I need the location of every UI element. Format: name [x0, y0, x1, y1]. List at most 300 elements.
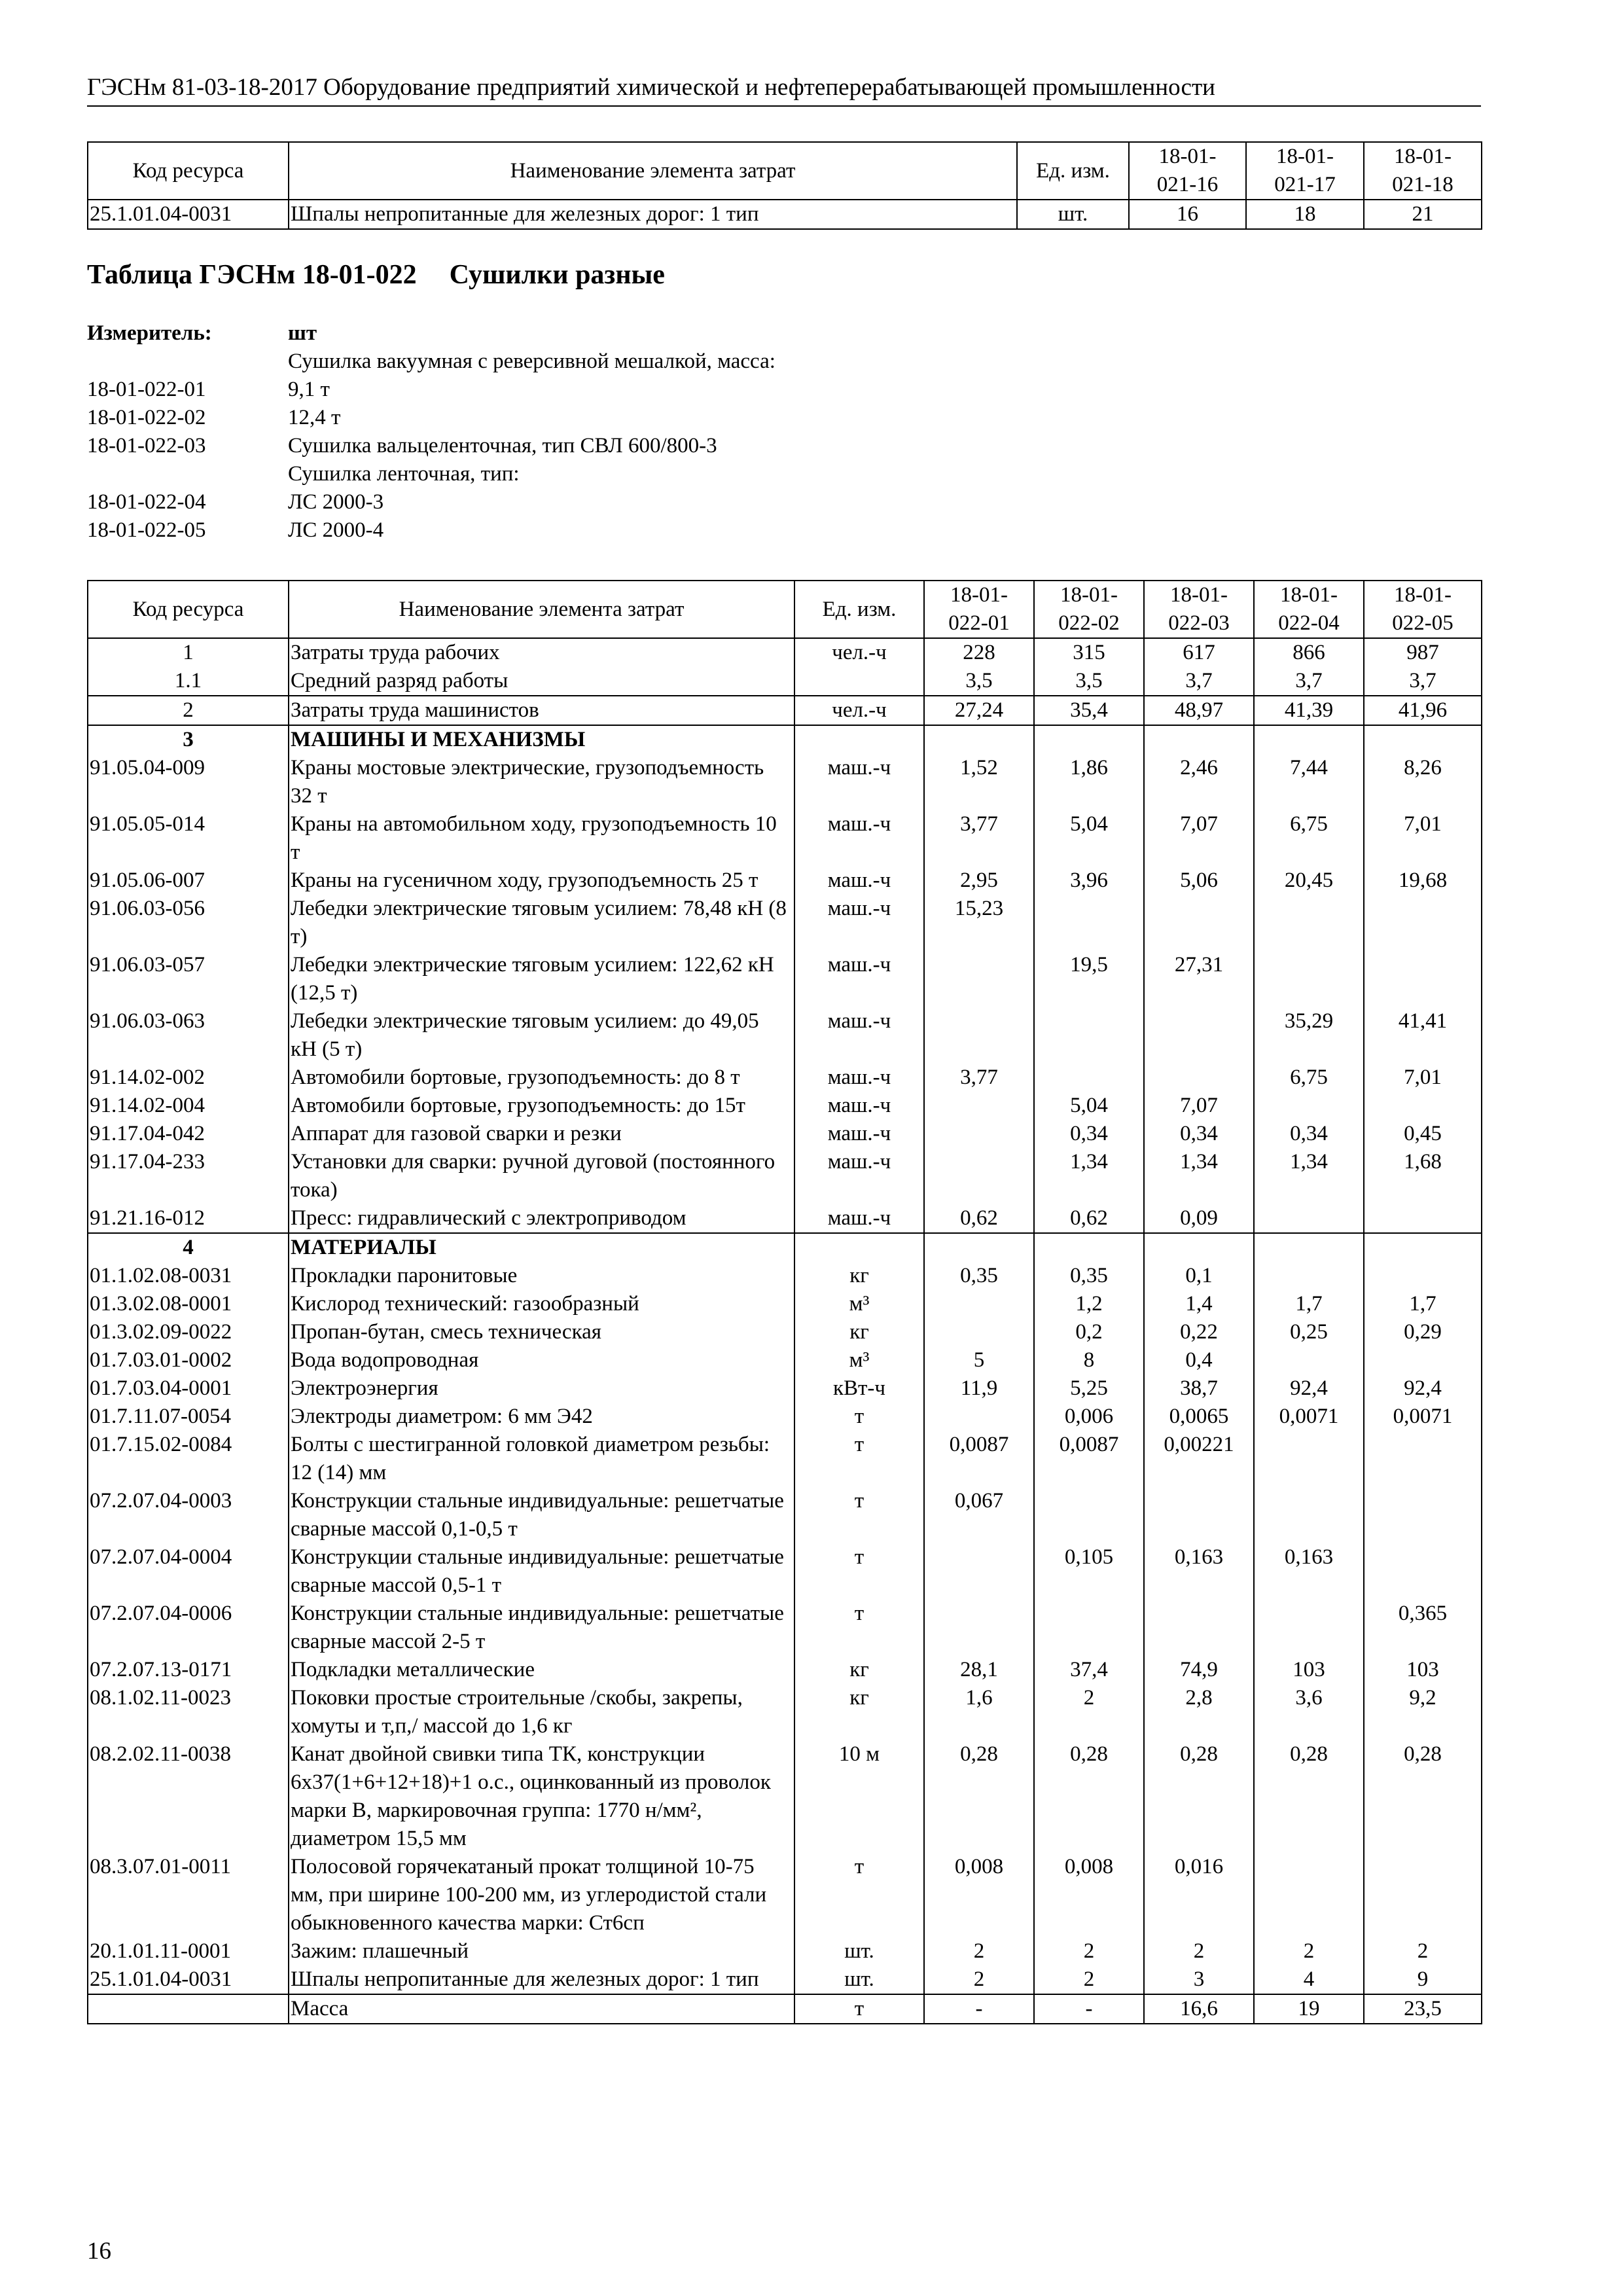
mass-row: [88, 1994, 1482, 2024]
page-number: 16: [87, 2238, 111, 2265]
cell-name: Лебедки электрические тяговым усилием: 122,62 кН (12,5 т): [289, 951, 794, 1007]
cell-value: [924, 1148, 1034, 1204]
cell-value: 0,34: [1034, 1120, 1144, 1148]
cell-value: 0,22: [1144, 1318, 1254, 1346]
cell-name: Краны мостовые электрические, грузоподъемность 32 т: [289, 754, 794, 810]
cell-value: 0,008: [1034, 1853, 1144, 1937]
cell-value: [1254, 1431, 1364, 1487]
cell-code: 07.2.07.04-0004: [88, 1543, 289, 1600]
cell-value: 0,62: [924, 1204, 1034, 1233]
cell-value: 0,09: [1144, 1204, 1254, 1233]
cell-code: 07.2.07.04-0006: [88, 1600, 289, 1656]
cell-unit: т: [794, 1600, 924, 1656]
cell-value: 2: [1144, 1937, 1254, 1965]
cell-unit: [794, 667, 924, 696]
cell-value: [924, 1600, 1034, 1656]
cell-value: 3,7: [1364, 667, 1482, 696]
cell-unit: м³: [794, 1290, 924, 1318]
cell-code: 91.14.02-002: [88, 1064, 289, 1092]
cell-unit: маш.-ч: [794, 754, 924, 810]
cell-value: 2: [1034, 1965, 1144, 1994]
cell-code: 07.2.07.04-0003: [88, 1487, 289, 1543]
cell-unit: 10 м: [794, 1740, 924, 1853]
cell-code: [88, 1994, 289, 2024]
cell-value: 3,7: [1254, 667, 1364, 696]
cell-name: МАШИНЫ И МЕХАНИЗМЫ: [289, 725, 794, 754]
cell-value: [1254, 1233, 1364, 1262]
cell-value: 1,86: [1034, 754, 1144, 810]
cell-value: 0,0087: [924, 1431, 1034, 1487]
cell-code: 25.1.01.04-0031: [88, 1965, 289, 1994]
cell-value: 0,006: [1034, 1403, 1144, 1431]
cell-unit: т: [794, 1487, 924, 1543]
col-norm-header: 18-01- 021-16: [1129, 142, 1246, 200]
col-code-header: Код ресурса: [88, 581, 289, 638]
cell-value: [1254, 1262, 1364, 1290]
meter-block: [87, 319, 776, 545]
cell-value: [924, 951, 1034, 1007]
cell-code: 91.06.03-056: [88, 895, 289, 951]
cell-code: 91.21.16-012: [88, 1204, 289, 1233]
cell-value: 35,4: [1034, 696, 1144, 725]
cell-value: 1,34: [1254, 1148, 1364, 1204]
cell-value: 28,1: [924, 1656, 1034, 1684]
cell-value: 0,28: [1034, 1740, 1144, 1853]
cell-unit: чел.-ч: [794, 696, 924, 725]
cell-unit: шт.: [794, 1965, 924, 1994]
col-norm-header: 18-01- 021-17: [1246, 142, 1364, 200]
table-row: [88, 1374, 1482, 1403]
table-row: [88, 895, 1482, 951]
cell-value: [1364, 1346, 1482, 1374]
cell-name: Шпалы непропитанные для железных дорог: 1 тип: [289, 1965, 794, 1994]
cell-name: Конструкции стальные индивидуальные: решетчатые сварные массой 0,5-1 т: [289, 1543, 794, 1600]
cell-code: 01.7.03.01-0002: [88, 1346, 289, 1374]
cell-unit: т: [794, 1403, 924, 1431]
cell-value: [924, 1120, 1034, 1148]
table-row: [88, 1120, 1482, 1148]
cell-value: 2,95: [924, 867, 1034, 895]
cell-code: 01.3.02.09-0022: [88, 1318, 289, 1346]
meter-line: Сушилка вакуумная с реверсивной мешалкой, масса:: [288, 350, 776, 373]
cell-value: [1254, 951, 1364, 1007]
table-name: Сушилки разные: [449, 260, 665, 290]
cell-value: 7,07: [1144, 810, 1254, 867]
cell-value: 16: [1129, 200, 1246, 229]
cell-value: [1034, 1600, 1144, 1656]
cell-code: 91.05.05-014: [88, 810, 289, 867]
cell-code: 1: [88, 638, 289, 667]
cell-value: 3,77: [924, 810, 1034, 867]
cell-value: 6,75: [1254, 810, 1364, 867]
table-row: [88, 200, 1482, 229]
table-row: [88, 1318, 1482, 1346]
cell-value: 19,5: [1034, 951, 1144, 1007]
cell-value: [1254, 1853, 1364, 1937]
cell-value: 2: [1034, 1937, 1144, 1965]
cell-value: -: [1034, 1994, 1144, 2024]
table-row: [88, 1204, 1482, 1233]
cell-value: [1254, 1092, 1364, 1120]
cell-name: Конструкции стальные индивидуальные: решетчатые сварные массой 2-5 т: [289, 1600, 794, 1656]
meter-line: 18-01-022-03 Сушилка вальцеленточная, тип СВЛ 600/800-3: [87, 434, 717, 457]
cell-name: Краны на автомобильном ходу, грузоподъемность 10 т: [289, 810, 794, 867]
cell-value: [1254, 1204, 1364, 1233]
cell-name: Лебедки электрические тяговым усилием: до 49,05 кН (5 т): [289, 1007, 794, 1064]
col-unit-header: Ед. изм.: [1017, 142, 1129, 200]
cell-unit: кВт-ч: [794, 1374, 924, 1403]
cell-value: [1144, 1600, 1254, 1656]
cell-unit: шт.: [1017, 200, 1129, 229]
cell-value: 0,28: [1254, 1740, 1364, 1853]
table-number: Таблица ГЭСНм 18-01-022: [87, 260, 417, 290]
table-row: [88, 1600, 1482, 1656]
cell-value: -: [924, 1994, 1034, 2024]
cell-unit: [794, 1233, 924, 1262]
cell-name: Средний разряд работы: [289, 667, 794, 696]
cell-value: 7,07: [1144, 1092, 1254, 1120]
table-row: [88, 1543, 1482, 1600]
cell-code: 1.1: [88, 667, 289, 696]
cell-value: 0,00221: [1144, 1431, 1254, 1487]
cell-value: 18: [1246, 200, 1364, 229]
cell-value: [924, 1233, 1034, 1262]
col-name-header: Наименование элемента затрат: [289, 581, 794, 638]
cell-value: [1364, 895, 1482, 951]
meter-unit: шт: [288, 321, 317, 345]
cell-value: 0,016: [1144, 1853, 1254, 1937]
cell-code: 08.2.02.11-0038: [88, 1740, 289, 1853]
cell-code: 4: [88, 1233, 289, 1262]
cell-value: 8: [1034, 1346, 1144, 1374]
cell-unit: маш.-ч: [794, 1092, 924, 1120]
table-header-row: [88, 142, 1482, 200]
cell-unit: маш.-ч: [794, 1007, 924, 1064]
cell-value: 0,29: [1364, 1318, 1482, 1346]
cell-value: 5,25: [1034, 1374, 1144, 1403]
cell-value: 228: [924, 638, 1034, 667]
cell-code: 91.06.03-063: [88, 1007, 289, 1064]
cell-unit: [794, 725, 924, 754]
cell-name: Канат двойной свивки типа ТК, конструкции 6х37(1+6+12+18)+1 о.с., оцинкованный из проволок марки В, маркировочная группа: 1770 н/мм², диаметром 15,5 мм: [289, 1740, 794, 1853]
cell-code: 3: [88, 725, 289, 754]
cell-value: 617: [1144, 638, 1254, 667]
table-row: [88, 696, 1482, 725]
table-row: [88, 1148, 1482, 1204]
cell-value: [1034, 1487, 1144, 1543]
cell-value: 1,34: [1144, 1148, 1254, 1204]
cell-value: [1034, 725, 1144, 754]
cell-value: 38,7: [1144, 1374, 1254, 1403]
cell-value: [1364, 1233, 1482, 1262]
cell-value: 0,1: [1144, 1262, 1254, 1290]
cell-name: Поковки простые строительные /скобы, закрепы, хомуты и т,п,/ массой до 1,6 кг: [289, 1684, 794, 1740]
cell-name: Лебедки электрические тяговым усилием: 78,48 кН (8 т): [289, 895, 794, 951]
cell-value: 9,2: [1364, 1684, 1482, 1740]
cell-code: 01.7.15.02-0084: [88, 1431, 289, 1487]
table-row: [88, 1403, 1482, 1431]
table-row: [88, 867, 1482, 895]
cell-unit: кг: [794, 1656, 924, 1684]
cell-value: [1364, 1262, 1482, 1290]
cell-value: 7,44: [1254, 754, 1364, 810]
meter-line: 18-01-022-02 12,4 т: [87, 406, 341, 429]
cell-value: [1144, 1233, 1254, 1262]
table-row: [88, 1965, 1482, 1994]
cell-code: 08.1.02.11-0023: [88, 1684, 289, 1740]
cell-value: 2,8: [1144, 1684, 1254, 1740]
cell-value: [1144, 1487, 1254, 1543]
cell-name: Конструкции стальные индивидуальные: решетчатые сварные массой 0,1-0,5 т: [289, 1487, 794, 1543]
cell-value: 1,7: [1364, 1290, 1482, 1318]
cell-value: [1144, 1007, 1254, 1064]
col-norm-header: 18-01- 022-02: [1034, 581, 1144, 638]
cell-value: [1364, 725, 1482, 754]
cell-name: Кислород технический: газообразный: [289, 1290, 794, 1318]
cell-value: 15,23: [924, 895, 1034, 951]
cell-value: 37,4: [1034, 1656, 1144, 1684]
cell-code: 91.05.06-007: [88, 867, 289, 895]
cell-name: Зажим: плашечный: [289, 1937, 794, 1965]
col-name-header: Наименование элемента затрат: [289, 142, 1017, 200]
cell-value: [1364, 1543, 1482, 1600]
cell-value: 92,4: [1364, 1374, 1482, 1403]
cell-value: 20,45: [1254, 867, 1364, 895]
meter-line: [87, 319, 776, 348]
cell-value: 0,0071: [1364, 1403, 1482, 1431]
cell-unit: маш.-ч: [794, 810, 924, 867]
cell-name: Аппарат для газовой сварки и резки: [289, 1120, 794, 1148]
cell-value: 0,008: [924, 1853, 1034, 1937]
cell-value: 16,6: [1144, 1994, 1254, 2024]
cell-unit: т: [794, 1431, 924, 1487]
cell-name: Пропан-бутан, смесь техническая: [289, 1318, 794, 1346]
cell-code: 01.7.03.04-0001: [88, 1374, 289, 1403]
cell-name: Вода водопроводная: [289, 1346, 794, 1374]
cell-value: 0,28: [1364, 1740, 1482, 1853]
cell-code: 91.05.04-009: [88, 754, 289, 810]
table-header-row: [88, 581, 1482, 638]
cell-code: 01.1.02.08-0031: [88, 1262, 289, 1290]
cell-name: Подкладки металлические: [289, 1656, 794, 1684]
cell-value: 0,62: [1034, 1204, 1144, 1233]
cell-unit: маш.-ч: [794, 867, 924, 895]
cell-value: 3: [1144, 1965, 1254, 1994]
table-row: [88, 1431, 1482, 1487]
cell-code: 2: [88, 696, 289, 725]
cell-value: 1,7: [1254, 1290, 1364, 1318]
meter-line: Сушилка ленточная, тип:: [288, 462, 520, 486]
cell-code: 91.17.04-233: [88, 1148, 289, 1204]
cell-value: 1,34: [1034, 1148, 1144, 1204]
col-norm-header: 18-01- 022-05: [1364, 581, 1482, 638]
table-row: [88, 667, 1482, 696]
cell-unit: т: [794, 1853, 924, 1937]
cell-value: 0,28: [924, 1740, 1034, 1853]
cell-code: 07.2.07.13-0171: [88, 1656, 289, 1684]
cell-name: Электроэнергия: [289, 1374, 794, 1403]
cell-value: 48,97: [1144, 696, 1254, 725]
page-header: ГЭСНм 81-03-18-2017 Оборудование предприятий химической и нефтеперерабатывающей промышленности: [87, 73, 1481, 107]
cell-value: [1364, 1853, 1482, 1937]
table-row: [88, 810, 1482, 867]
table-row: [88, 1262, 1482, 1290]
main-table-body: [88, 638, 1482, 2024]
cell-value: 27,31: [1144, 951, 1254, 1007]
cell-name: МАТЕРИАЛЫ: [289, 1233, 794, 1262]
table-row: [88, 754, 1482, 810]
cell-code: 01.3.02.08-0001: [88, 1290, 289, 1318]
cell-value: 27,24: [924, 696, 1034, 725]
cell-code: 25.1.01.04-0031: [88, 200, 289, 229]
cell-name: Затраты труда машинистов: [289, 696, 794, 725]
cell-value: 103: [1254, 1656, 1364, 1684]
table-row: [88, 1346, 1482, 1374]
cell-value: 0,067: [924, 1487, 1034, 1543]
table-title: [87, 259, 665, 291]
cell-value: 0,4: [1144, 1346, 1254, 1374]
cell-value: 0,163: [1254, 1543, 1364, 1600]
cell-name: Автомобили бортовые, грузоподъемность: до 8 т: [289, 1064, 794, 1092]
cell-name: Прокладки паронитовые: [289, 1262, 794, 1290]
cell-value: [924, 1290, 1034, 1318]
cell-name: Установки для сварки: ручной дуговой (постоянного тока): [289, 1148, 794, 1204]
col-norm-header: 18-01- 022-04: [1254, 581, 1364, 638]
cell-value: [1034, 1064, 1144, 1092]
cell-value: 0,163: [1144, 1543, 1254, 1600]
cell-name: Масса: [289, 1994, 794, 2024]
cell-name: Полосовой горячекатаный прокат толщиной 10-75 мм, при ширине 100-200 мм, из углеродистой стали обыкновенного качества марки: Ст6сп: [289, 1853, 794, 1937]
cell-value: 1,2: [1034, 1290, 1144, 1318]
cell-unit: т: [794, 1543, 924, 1600]
cell-value: [1364, 1092, 1482, 1120]
cell-value: 9: [1364, 1965, 1482, 1994]
table-row: [88, 1233, 1482, 1262]
cell-unit: маш.-ч: [794, 1148, 924, 1204]
table-row: [88, 725, 1482, 754]
cell-value: 0,365: [1364, 1600, 1482, 1656]
cell-value: 6,75: [1254, 1064, 1364, 1092]
cell-code: 01.7.11.07-0054: [88, 1403, 289, 1431]
cell-value: [1144, 1064, 1254, 1092]
cell-value: 3,96: [1034, 867, 1144, 895]
cell-value: 1,68: [1364, 1148, 1482, 1204]
cell-unit: кг: [794, 1684, 924, 1740]
cell-value: 19: [1254, 1994, 1364, 2024]
col-norm-header: 18-01- 022-01: [924, 581, 1034, 638]
table-row: [88, 951, 1482, 1007]
cell-name: Пресс: гидравлический с электроприводом: [289, 1204, 794, 1233]
cell-value: 74,9: [1144, 1656, 1254, 1684]
cell-value: 5,04: [1034, 1092, 1144, 1120]
cell-value: 0,45: [1364, 1120, 1482, 1148]
cell-name: Электроды диаметром: 6 мм Э42: [289, 1403, 794, 1431]
cell-value: [1254, 1600, 1364, 1656]
cell-value: [1144, 895, 1254, 951]
cell-unit: маш.-ч: [794, 1064, 924, 1092]
cell-value: [1254, 1346, 1364, 1374]
cell-unit: маш.-ч: [794, 895, 924, 951]
cell-value: [1364, 1487, 1482, 1543]
cell-unit: шт.: [794, 1937, 924, 1965]
cell-value: 0,35: [924, 1262, 1034, 1290]
cell-value: 1,4: [1144, 1290, 1254, 1318]
cell-code: 91.14.02-004: [88, 1092, 289, 1120]
cell-value: 5,04: [1034, 810, 1144, 867]
cell-value: 41,39: [1254, 696, 1364, 725]
cell-value: [924, 725, 1034, 754]
cell-value: 2: [1034, 1684, 1144, 1740]
cell-value: 0,2: [1034, 1318, 1144, 1346]
cell-value: 41,96: [1364, 696, 1482, 725]
cell-value: 5,06: [1144, 867, 1254, 895]
cell-name: Шпалы непропитанные для железных дорог: 1 тип: [289, 200, 1017, 229]
cell-name: Автомобили бортовые, грузоподъемность: до 15т: [289, 1092, 794, 1120]
cell-value: [1364, 1431, 1482, 1487]
cell-value: [924, 1007, 1034, 1064]
cell-value: 3,77: [924, 1064, 1034, 1092]
table-row: [88, 1740, 1482, 1853]
cell-value: 2,46: [1144, 754, 1254, 810]
cell-value: [1254, 895, 1364, 951]
cell-value: 0,0065: [1144, 1403, 1254, 1431]
cell-name: Краны на гусеничном ходу, грузоподъемность 25 т: [289, 867, 794, 895]
cell-value: [924, 1318, 1034, 1346]
cell-value: [1034, 1233, 1144, 1262]
table-row: [88, 1092, 1482, 1120]
main-table: [87, 580, 1482, 2024]
cell-value: 0,0087: [1034, 1431, 1144, 1487]
cell-unit: маш.-ч: [794, 951, 924, 1007]
cell-value: 3,5: [924, 667, 1034, 696]
cell-value: 23,5: [1364, 1994, 1482, 2024]
cell-code: 91.17.04-042: [88, 1120, 289, 1148]
meter-label: Измеритель:: [87, 321, 212, 345]
cell-value: [1034, 1007, 1144, 1064]
cell-value: 0,28: [1144, 1740, 1254, 1853]
meter-line: 18-01-022-04 ЛС 2000-3: [87, 490, 384, 514]
cell-value: 19,68: [1364, 867, 1482, 895]
table-row: [88, 1487, 1482, 1543]
table-row: [88, 1064, 1482, 1092]
table-row: [88, 1656, 1482, 1684]
cell-value: [924, 1403, 1034, 1431]
col-code-header: Код ресурса: [88, 142, 289, 200]
cell-value: 3,6: [1254, 1684, 1364, 1740]
col-norm-header: 18-01- 021-18: [1364, 142, 1482, 200]
cell-value: 0,34: [1144, 1120, 1254, 1148]
cell-value: 0,35: [1034, 1262, 1144, 1290]
table-row: [88, 1007, 1482, 1064]
cell-value: [1364, 1204, 1482, 1233]
cell-value: 21: [1364, 200, 1482, 229]
cell-value: [1254, 725, 1364, 754]
cell-value: 2: [924, 1965, 1034, 1994]
table-row: [88, 1290, 1482, 1318]
cell-value: 0,105: [1034, 1543, 1144, 1600]
cell-value: 4: [1254, 1965, 1364, 1994]
cell-value: 866: [1254, 638, 1364, 667]
cell-value: 987: [1364, 638, 1482, 667]
cell-value: 92,4: [1254, 1374, 1364, 1403]
table-row: [88, 638, 1482, 667]
cell-code: 91.06.03-057: [88, 951, 289, 1007]
cell-name: Болты с шестигранной головкой диаметром резьбы: 12 (14) мм: [289, 1431, 794, 1487]
cell-value: 0,25: [1254, 1318, 1364, 1346]
cell-value: 7,01: [1364, 810, 1482, 867]
meter-line: 18-01-022-01 9,1 т: [87, 378, 330, 401]
cell-value: 5: [924, 1346, 1034, 1374]
